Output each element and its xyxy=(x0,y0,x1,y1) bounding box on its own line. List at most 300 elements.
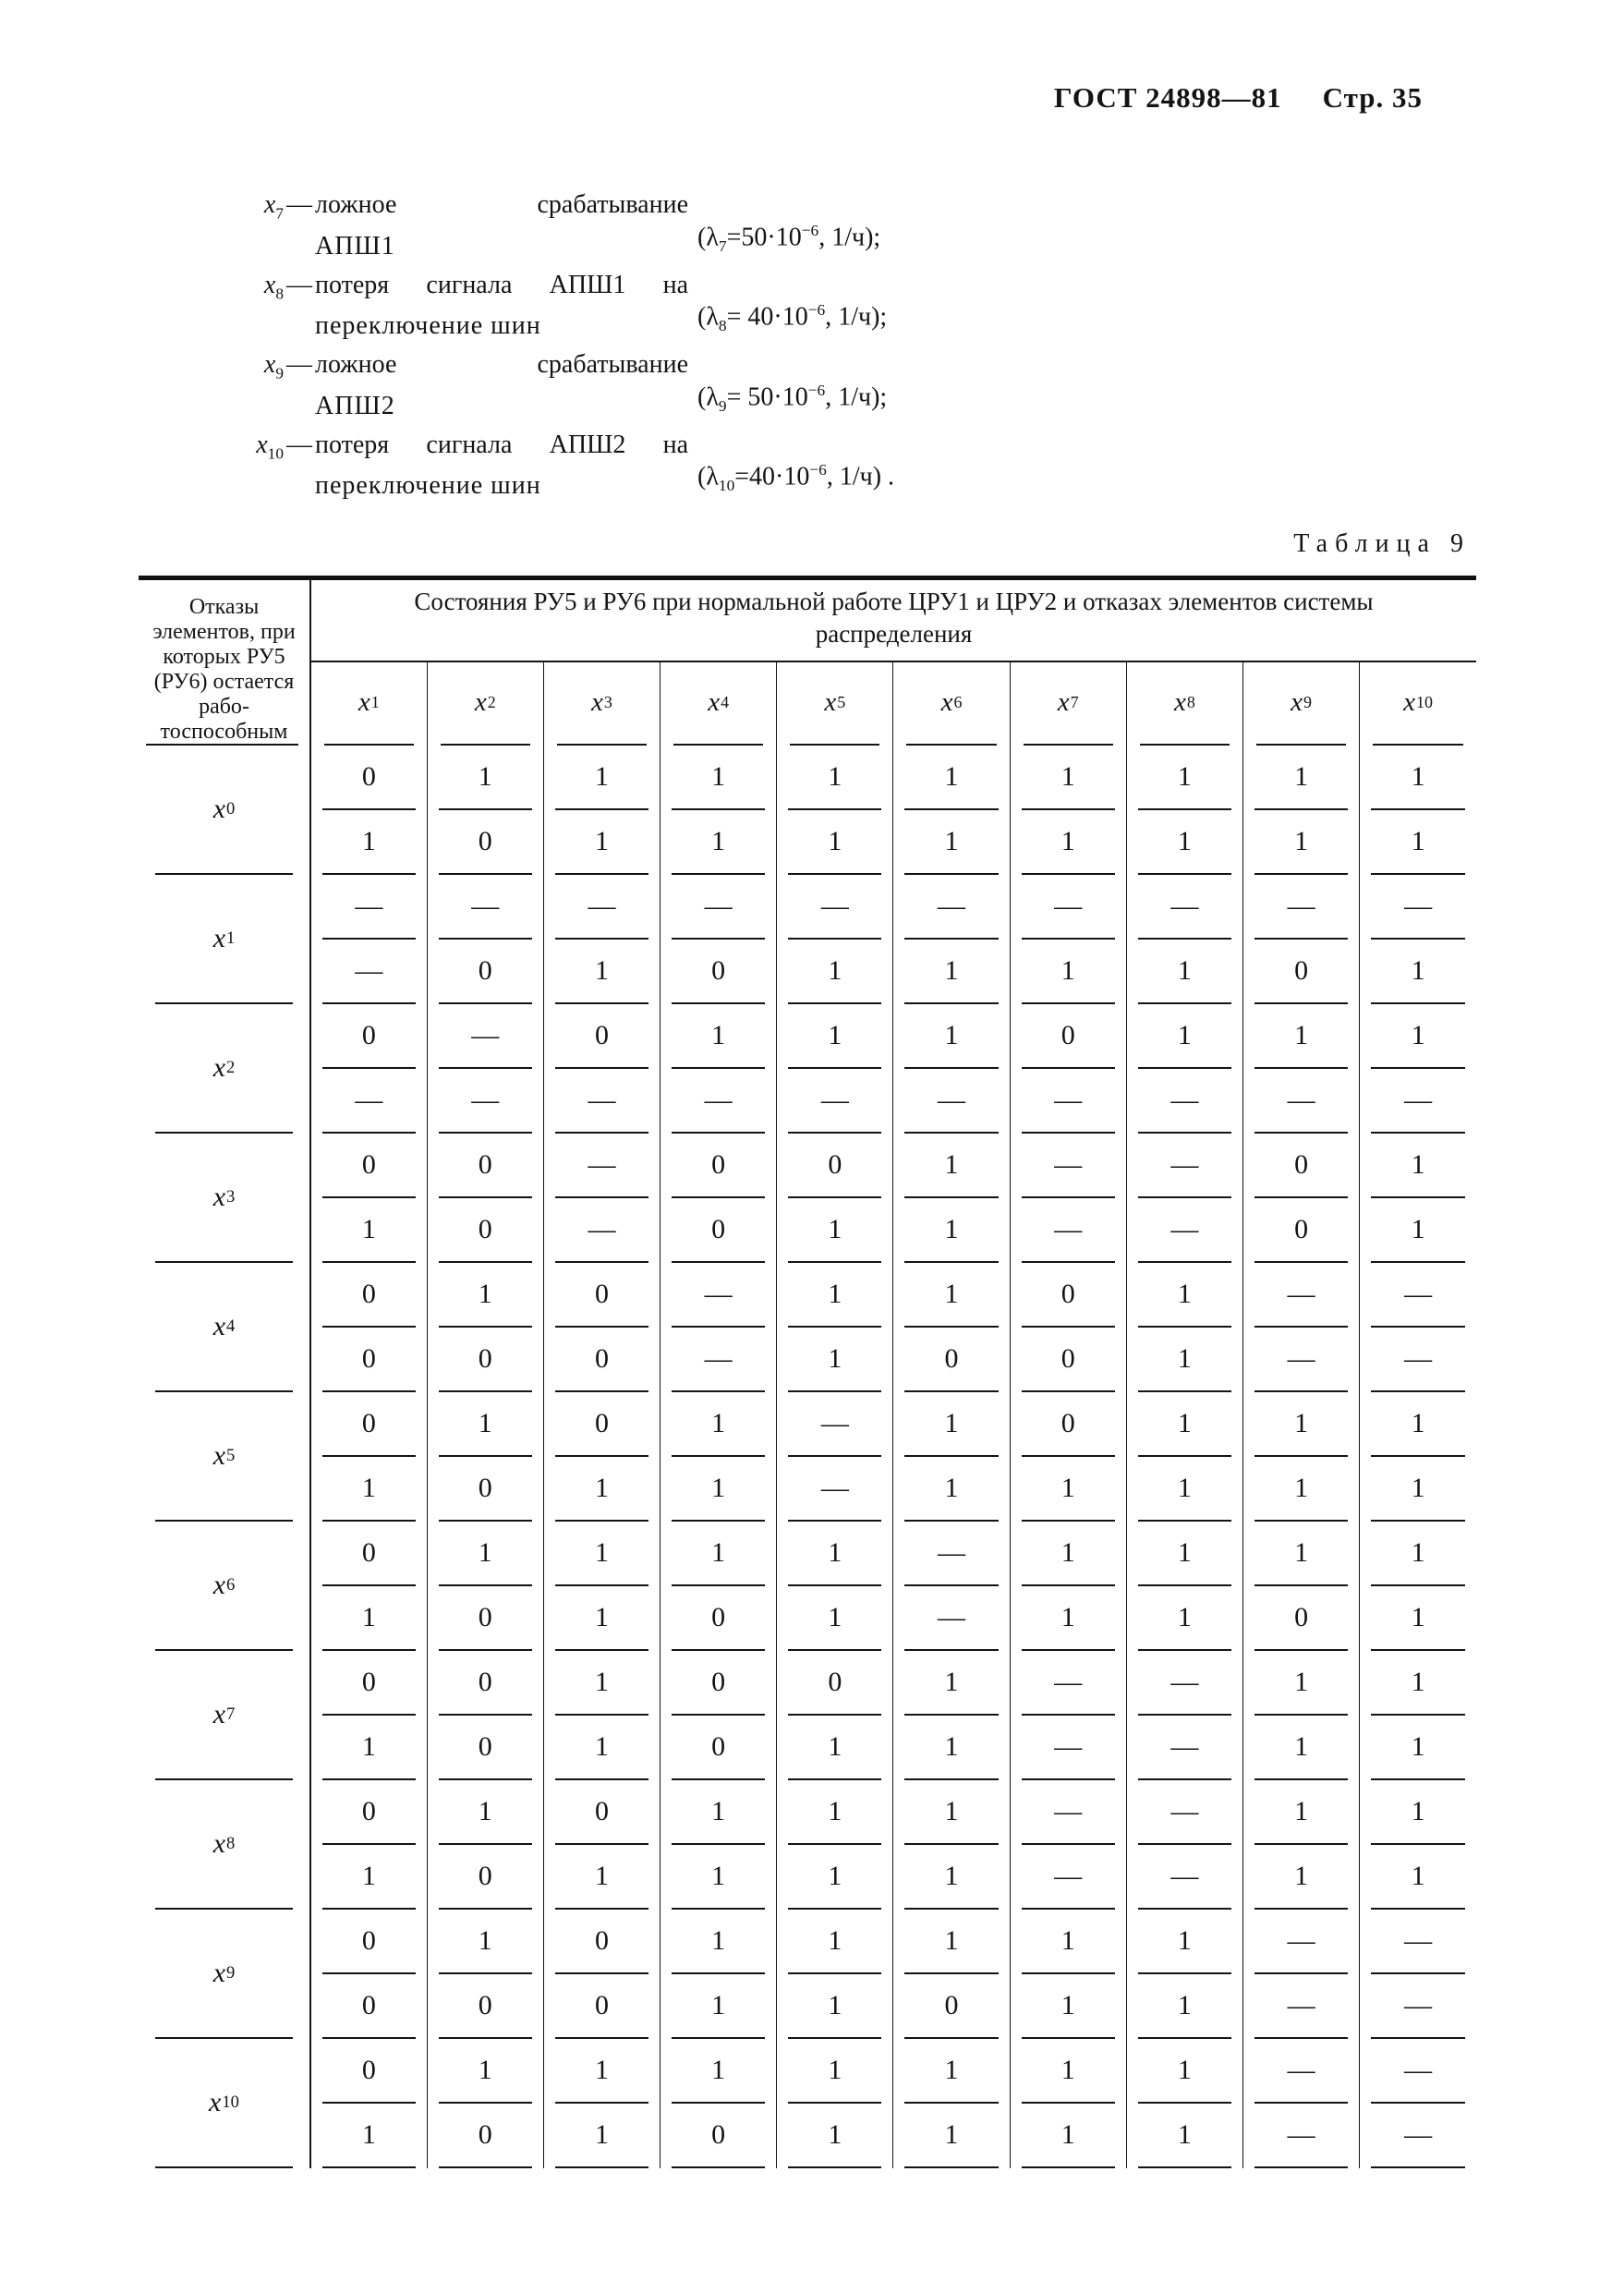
table-cell: — xyxy=(427,875,543,940)
table-cell: 1 xyxy=(543,1522,660,1586)
table-cell: 0 xyxy=(310,1910,427,1974)
table-cell: 1 xyxy=(1360,940,1476,1004)
table-cell: 1 xyxy=(1360,1586,1476,1651)
table-cell: — xyxy=(1010,1651,1126,1716)
table-cell: — xyxy=(1360,2104,1476,2168)
table-cell: 1 xyxy=(777,1910,893,1974)
table-cell: 1 xyxy=(893,1004,1010,1069)
table-cell: 1 xyxy=(1126,940,1242,1004)
row-group-label-x4: x 4 xyxy=(139,1263,310,1392)
table-body xyxy=(139,746,1476,2168)
definition-text xyxy=(226,188,688,262)
table-cell: 1 xyxy=(427,2039,543,2104)
table-cell: 1 xyxy=(1360,810,1476,875)
table-cell: 1 xyxy=(1126,1004,1242,1069)
table-cell: 1 xyxy=(777,2104,893,2168)
table-cell: 0 xyxy=(427,1651,543,1716)
table-cell: 1 xyxy=(1010,810,1126,875)
table-cell: 1 xyxy=(777,1586,893,1651)
table-cell: 1 xyxy=(1243,1004,1360,1069)
table-cell: 0 xyxy=(310,1522,427,1586)
column-header-x1: x 1 xyxy=(310,661,427,746)
table-row-x1-1 xyxy=(139,875,1476,940)
left-column-header xyxy=(139,578,310,746)
table-cell: 1 xyxy=(777,1716,893,1780)
table-cell: — xyxy=(893,1522,1010,1586)
term-x10: $x_{10}$ xyxy=(256,430,284,463)
table-cell: 0 xyxy=(427,810,543,875)
table-cell: 1 xyxy=(893,1263,1010,1328)
table-cell: 1 xyxy=(777,746,893,810)
table-cell: 1 xyxy=(661,1845,777,1910)
table-cell: 1 xyxy=(1126,1974,1242,2039)
definition-line1: ложное срабатывание xyxy=(315,190,688,219)
table-cell: 0 xyxy=(1243,1198,1360,1263)
table-cell: 1 xyxy=(1126,1457,1242,1522)
table-cell: 0 xyxy=(777,1134,893,1198)
table-cell: 1 xyxy=(1360,746,1476,810)
table-cell: 1 xyxy=(1126,2039,1242,2104)
table-cell: 1 xyxy=(1243,1780,1360,1845)
table-cell: 1 xyxy=(1126,1263,1242,1328)
table-cell: 1 xyxy=(1243,746,1360,810)
table-cell: — xyxy=(1010,1198,1126,1263)
table-cell: — xyxy=(777,875,893,940)
table-cell: 0 xyxy=(661,1716,777,1780)
column-header-x3: x 3 xyxy=(543,661,660,746)
table-cell: 0 xyxy=(661,940,777,1004)
row-group-label-x3: x 3 xyxy=(139,1134,310,1263)
table-cell: 0 xyxy=(661,1134,777,1198)
table-cell: 1 xyxy=(1126,1392,1242,1457)
row-group-label-x2: x 2 xyxy=(139,1004,310,1134)
lambda-value-x9: ($\lambda_9= 50\cdot 10^{-6}$, 1/ч); xyxy=(697,381,888,415)
table-cell: — xyxy=(1243,1974,1360,2039)
table-row-x4-2 xyxy=(139,1328,1476,1392)
table-cell: 1 xyxy=(543,2039,660,2104)
table-cell: 0 xyxy=(427,1134,543,1198)
table-header-row-1 xyxy=(139,578,1476,661)
table-cell: 1 xyxy=(893,2104,1010,2168)
table-cell: 1 xyxy=(1360,1651,1476,1716)
table-row-x2-2 xyxy=(139,1069,1476,1134)
table-cell: 1 xyxy=(1010,1586,1126,1651)
definition-line2: АПШ1 xyxy=(315,231,395,261)
table-cell: 0 xyxy=(777,1651,893,1716)
table-cell: 0 xyxy=(661,2104,777,2168)
table-cell: — xyxy=(1243,2039,1360,2104)
column-header-x10: x 10 xyxy=(1360,661,1476,746)
column-header-x8: x 8 xyxy=(1126,661,1242,746)
table-row-x7-2 xyxy=(139,1716,1476,1780)
lambda-value-x8: ($\lambda_8= 40\cdot 10^{-6}$, 1/ч); xyxy=(697,301,888,335)
table-cell: 1 xyxy=(777,1004,893,1069)
table-cell: 1 xyxy=(1360,1845,1476,1910)
table-cell: — xyxy=(661,1263,777,1328)
term-dash: — xyxy=(286,430,312,459)
table-cell: 0 xyxy=(543,1004,660,1069)
row-group-label-x5: x 5 xyxy=(139,1392,310,1522)
term-dash: — xyxy=(286,190,312,219)
table-row-x0-1 xyxy=(139,746,1476,810)
table-row-x1-2 xyxy=(139,940,1476,1004)
table-cell: 1 xyxy=(1243,1392,1360,1457)
table-row-x10-1 xyxy=(139,2039,1476,2104)
table-cell: 1 xyxy=(1126,1522,1242,1586)
table-cell: 0 xyxy=(310,1328,427,1392)
table-cell: — xyxy=(543,1198,660,1263)
table-cell: 1 xyxy=(661,1457,777,1522)
table-cell: 1 xyxy=(1360,1004,1476,1069)
table-cell: 1 xyxy=(1010,1522,1126,1586)
table-cell: 1 xyxy=(1010,1457,1126,1522)
table-cell: 0 xyxy=(543,1263,660,1328)
table-cell: 1 xyxy=(427,1910,543,1974)
table-cell: 0 xyxy=(310,1651,427,1716)
definition-text xyxy=(226,269,688,343)
table-cell: — xyxy=(777,1392,893,1457)
table-cell: 1 xyxy=(661,1780,777,1845)
table-cell: 1 xyxy=(893,1392,1010,1457)
table-cell: — xyxy=(543,1069,660,1134)
table-cell: 1 xyxy=(310,2104,427,2168)
table-row-x9-1 xyxy=(139,1910,1476,1974)
table-row-x3-2 xyxy=(139,1198,1476,1263)
table-cell: — xyxy=(1126,875,1242,940)
table-cell: 0 xyxy=(427,940,543,1004)
table-cell: 1 xyxy=(777,1263,893,1328)
table-cell: 1 xyxy=(427,1263,543,1328)
table-row-x2-1 xyxy=(139,1004,1476,1069)
column-header-x6: x 6 xyxy=(893,661,1010,746)
table-cell: 1 xyxy=(543,2104,660,2168)
table-cell: — xyxy=(1126,1069,1242,1134)
table-row-x6-2 xyxy=(139,1586,1476,1651)
table-cell: 1 xyxy=(893,1910,1010,1974)
row-group-label-x9: x 9 xyxy=(139,1910,310,2039)
table-cell: 0 xyxy=(310,1263,427,1328)
table-cell: 1 xyxy=(777,810,893,875)
table-row-x7-1 xyxy=(139,1651,1476,1716)
table-cell: 1 xyxy=(661,1522,777,1586)
table-cell: — xyxy=(310,875,427,940)
table-cell: 1 xyxy=(543,810,660,875)
term-x8: $x_8$ xyxy=(263,270,284,303)
table-cell: 1 xyxy=(310,1845,427,1910)
table-cell: 1 xyxy=(1360,1716,1476,1780)
table-cell: 1 xyxy=(310,1457,427,1522)
lambda-value-x10: ($\lambda_{10}=40\cdot 10^{-6}$, 1/ч) . xyxy=(697,461,895,495)
lambda-value-x7: ($\lambda_7=50\cdot 10^{-6}$, 1/ч); xyxy=(697,221,881,255)
table-cell: 0 xyxy=(893,1328,1010,1392)
table-caption: Таблица 9 xyxy=(1293,529,1471,559)
table-cell: 1 xyxy=(310,1586,427,1651)
table-cell: — xyxy=(1126,1780,1242,1845)
row-group-label-x7: x 7 xyxy=(139,1651,310,1780)
table-cell: 1 xyxy=(1126,1328,1242,1392)
table-cell: 0 xyxy=(893,1974,1010,2039)
table-cell: 1 xyxy=(661,746,777,810)
table-cell: 1 xyxy=(543,940,660,1004)
table-cell: 1 xyxy=(1126,1910,1242,1974)
table-row-x8-1 xyxy=(139,1780,1476,1845)
term-x9: $x_9$ xyxy=(263,350,284,382)
table-cell: 1 xyxy=(1126,746,1242,810)
table-cell: 1 xyxy=(893,810,1010,875)
table-row-x3-1 xyxy=(139,1134,1476,1198)
table-cell: 1 xyxy=(777,940,893,1004)
table-cell: 0 xyxy=(1243,1586,1360,1651)
table-cell: 1 xyxy=(893,1780,1010,1845)
table-cell: 1 xyxy=(1010,940,1126,1004)
table-cell: 1 xyxy=(1243,1522,1360,1586)
table-cell: — xyxy=(1126,1716,1242,1780)
table-cell: — xyxy=(1243,875,1360,940)
table-cell: 1 xyxy=(1360,1780,1476,1845)
definition-line1: ложное срабатывание xyxy=(315,350,688,380)
table-cell: 1 xyxy=(543,1457,660,1522)
table-cell: 0 xyxy=(661,1651,777,1716)
table-cell: — xyxy=(1126,1845,1242,1910)
table-row-x0-2 xyxy=(139,810,1476,875)
table-cell: — xyxy=(1010,1134,1126,1198)
table-cell: 1 xyxy=(310,810,427,875)
table-cell: — xyxy=(1126,1651,1242,1716)
table-cell: 1 xyxy=(1010,2104,1126,2168)
table-cell: 0 xyxy=(310,1392,427,1457)
table-cell: — xyxy=(310,940,427,1004)
table-row-x6-1 xyxy=(139,1522,1476,1586)
table-cell: 1 xyxy=(661,1392,777,1457)
table-cell: 1 xyxy=(661,1004,777,1069)
table-cell: — xyxy=(777,1457,893,1522)
table-row-x9-2 xyxy=(139,1974,1476,2039)
table-cell: 0 xyxy=(1010,1263,1126,1328)
table-cell: — xyxy=(1360,1328,1476,1392)
table-cell: 1 xyxy=(893,1716,1010,1780)
definition-item-x10 xyxy=(226,429,1132,503)
table-cell: 1 xyxy=(893,746,1010,810)
table-cell: — xyxy=(1010,1716,1126,1780)
doc-number: ГОСТ 24898—81 xyxy=(1053,81,1282,114)
definition-line2: переключение шин xyxy=(315,471,541,501)
table-cell: 1 xyxy=(661,2039,777,2104)
table-cell: 1 xyxy=(1010,1910,1126,1974)
table-cell: 1 xyxy=(1360,1392,1476,1457)
table-cell: 1 xyxy=(893,1845,1010,1910)
table-cell: — xyxy=(1360,1974,1476,2039)
table-cell: 1 xyxy=(1126,1586,1242,1651)
table-row-x4-1 xyxy=(139,1263,1476,1328)
table-cell: 1 xyxy=(427,1780,543,1845)
table-cell: 1 xyxy=(543,1845,660,1910)
table-cell: 1 xyxy=(893,2039,1010,2104)
table-cell: 1 xyxy=(1243,810,1360,875)
table-cell: 1 xyxy=(893,1457,1010,1522)
table-cell: 1 xyxy=(777,1845,893,1910)
table-cell: 0 xyxy=(427,1716,543,1780)
table-cell: 1 xyxy=(777,1974,893,2039)
table-cell: 0 xyxy=(543,1910,660,1974)
table-row-x8-2 xyxy=(139,1845,1476,1910)
definition-line2: переключение шин xyxy=(315,311,541,341)
table-cell: 0 xyxy=(1010,1004,1126,1069)
table-cell: 1 xyxy=(777,1328,893,1392)
table-cell: — xyxy=(1243,1263,1360,1328)
table-cell: 1 xyxy=(427,1522,543,1586)
table-cell: — xyxy=(427,1004,543,1069)
table-cell: 1 xyxy=(777,1780,893,1845)
table-cell: — xyxy=(777,1069,893,1134)
column-header-x2: x 2 xyxy=(427,661,543,746)
table-cell: 1 xyxy=(661,1974,777,2039)
table-cell: 1 xyxy=(1360,1522,1476,1586)
table-cell: 1 xyxy=(543,746,660,810)
row-group-label-x1: x 1 xyxy=(139,875,310,1004)
table-cell: 1 xyxy=(661,810,777,875)
definition-item-x7 xyxy=(226,188,1132,262)
table-cell: — xyxy=(1126,1198,1242,1263)
table-cell: 1 xyxy=(1010,1974,1126,2039)
column-header-x5: x 5 xyxy=(777,661,893,746)
table-cell: 1 xyxy=(1360,1457,1476,1522)
table-cell: 0 xyxy=(310,2039,427,2104)
definition-line1: потеря сигнала АПШ1 на xyxy=(315,270,688,299)
table-row-x10-2 xyxy=(139,2104,1476,2168)
table-cell: 1 xyxy=(661,1910,777,1974)
column-header-x7: x 7 xyxy=(1010,661,1126,746)
table-cell: — xyxy=(1010,1780,1126,1845)
table-cell: 0 xyxy=(1243,940,1360,1004)
table-cell: 0 xyxy=(310,1134,427,1198)
row-group-label-x8: x 8 xyxy=(139,1780,310,1910)
table-row-x5-2 xyxy=(139,1457,1476,1522)
table-cell: 0 xyxy=(1010,1328,1126,1392)
table-cell: 0 xyxy=(543,1392,660,1457)
table-cell: 0 xyxy=(661,1586,777,1651)
table-cell: 0 xyxy=(310,1004,427,1069)
table-cell: 1 xyxy=(427,1392,543,1457)
table-cell: 1 xyxy=(310,1198,427,1263)
table-cell: — xyxy=(310,1069,427,1134)
table-cell: — xyxy=(1360,1910,1476,1974)
table-cell: — xyxy=(1360,2039,1476,2104)
table-cell: 1 xyxy=(1360,1134,1476,1198)
definition-text xyxy=(226,429,688,503)
table-cell: 0 xyxy=(1243,1134,1360,1198)
table-cell: — xyxy=(893,875,1010,940)
table-cell: 0 xyxy=(427,1198,543,1263)
table-cell: 1 xyxy=(1360,1198,1476,1263)
table-cell: — xyxy=(1243,1069,1360,1134)
table-cell: — xyxy=(1243,1328,1360,1392)
table-cell: 1 xyxy=(310,1716,427,1780)
table-cell: 1 xyxy=(427,746,543,810)
table-cell: 1 xyxy=(893,1651,1010,1716)
definition-item-x9 xyxy=(226,348,1132,422)
table-cell: 0 xyxy=(543,1780,660,1845)
table-cell: 1 xyxy=(777,1522,893,1586)
table-cell: 1 xyxy=(893,1134,1010,1198)
column-subheader-row xyxy=(139,661,1476,746)
table-cell: 1 xyxy=(1126,810,1242,875)
row-group-label-x10: x 10 xyxy=(139,2039,310,2168)
table-cell: 1 xyxy=(777,2039,893,2104)
table-cell: 1 xyxy=(777,1198,893,1263)
table-cell: — xyxy=(1010,875,1126,940)
table-cell: — xyxy=(661,875,777,940)
table-cell: 0 xyxy=(310,1974,427,2039)
table-cell: 0 xyxy=(427,1586,543,1651)
table-cell: — xyxy=(1360,1069,1476,1134)
table-cell: 0 xyxy=(427,1845,543,1910)
table-cell: 1 xyxy=(543,1586,660,1651)
table-cell: — xyxy=(661,1328,777,1392)
page-header xyxy=(139,81,1476,115)
table-cell: 1 xyxy=(543,1651,660,1716)
definition-line1: потеря сигнала АПШ2 на xyxy=(315,430,688,459)
row-group-label-x0: x 0 xyxy=(139,746,310,875)
table-cell: 0 xyxy=(427,1328,543,1392)
table-cell: 0 xyxy=(310,1780,427,1845)
definition-item-x8 xyxy=(226,269,1132,343)
table-cell: 0 xyxy=(310,746,427,810)
definitions-list xyxy=(226,188,1132,502)
term-dash: — xyxy=(286,270,312,299)
table-cell: 0 xyxy=(543,1328,660,1392)
table-cell: 1 xyxy=(893,1198,1010,1263)
table-cell: 1 xyxy=(893,940,1010,1004)
table-cell: — xyxy=(543,1134,660,1198)
table-cell: 1 xyxy=(1010,2039,1126,2104)
table-cell: 1 xyxy=(543,1716,660,1780)
table-cell: — xyxy=(1126,1134,1242,1198)
row-group-label-x6: x 6 xyxy=(139,1522,310,1651)
table-cell: 0 xyxy=(1010,1392,1126,1457)
table-cell: — xyxy=(893,1069,1010,1134)
table-cell: — xyxy=(1243,2104,1360,2168)
table-cell: 0 xyxy=(427,1974,543,2039)
definition-line2: АПШ2 xyxy=(315,391,395,420)
table-cell: 0 xyxy=(661,1198,777,1263)
table-cell: 1 xyxy=(1126,2104,1242,2168)
term-x7: $x_7$ xyxy=(263,190,284,223)
table-cell: 1 xyxy=(1243,1651,1360,1716)
table-cell: — xyxy=(893,1586,1010,1651)
left-column-header-text: Отказы элементов, при которых РУ5 (РУ6) остается работоспособным xyxy=(152,595,296,745)
table-cell: — xyxy=(1010,1845,1126,1910)
page-number: Стр. 35 xyxy=(1322,81,1423,114)
states-header xyxy=(310,578,1476,661)
table-cell: 0 xyxy=(543,1974,660,2039)
term-dash: — xyxy=(286,350,312,380)
table-cell: 0 xyxy=(427,1457,543,1522)
table-cell: — xyxy=(1360,875,1476,940)
table-cell: — xyxy=(543,875,660,940)
table-cell: — xyxy=(1360,1263,1476,1328)
table-cell: 0 xyxy=(427,2104,543,2168)
table-cell: 1 xyxy=(1243,1716,1360,1780)
table-cell: 1 xyxy=(1243,1457,1360,1522)
table-cell: — xyxy=(427,1069,543,1134)
states-table xyxy=(139,576,1476,2168)
column-header-x9: x 9 xyxy=(1243,661,1360,746)
definition-text xyxy=(226,348,688,422)
table-cell: — xyxy=(661,1069,777,1134)
table-row-x5-1 xyxy=(139,1392,1476,1457)
column-header-x4: x 4 xyxy=(661,661,777,746)
states-header-text: Состояния РУ5 и РУ6 при нормальной работе ЦРУ1 и ЦРУ2 и отказах элементов системы распределения xyxy=(414,587,1374,648)
